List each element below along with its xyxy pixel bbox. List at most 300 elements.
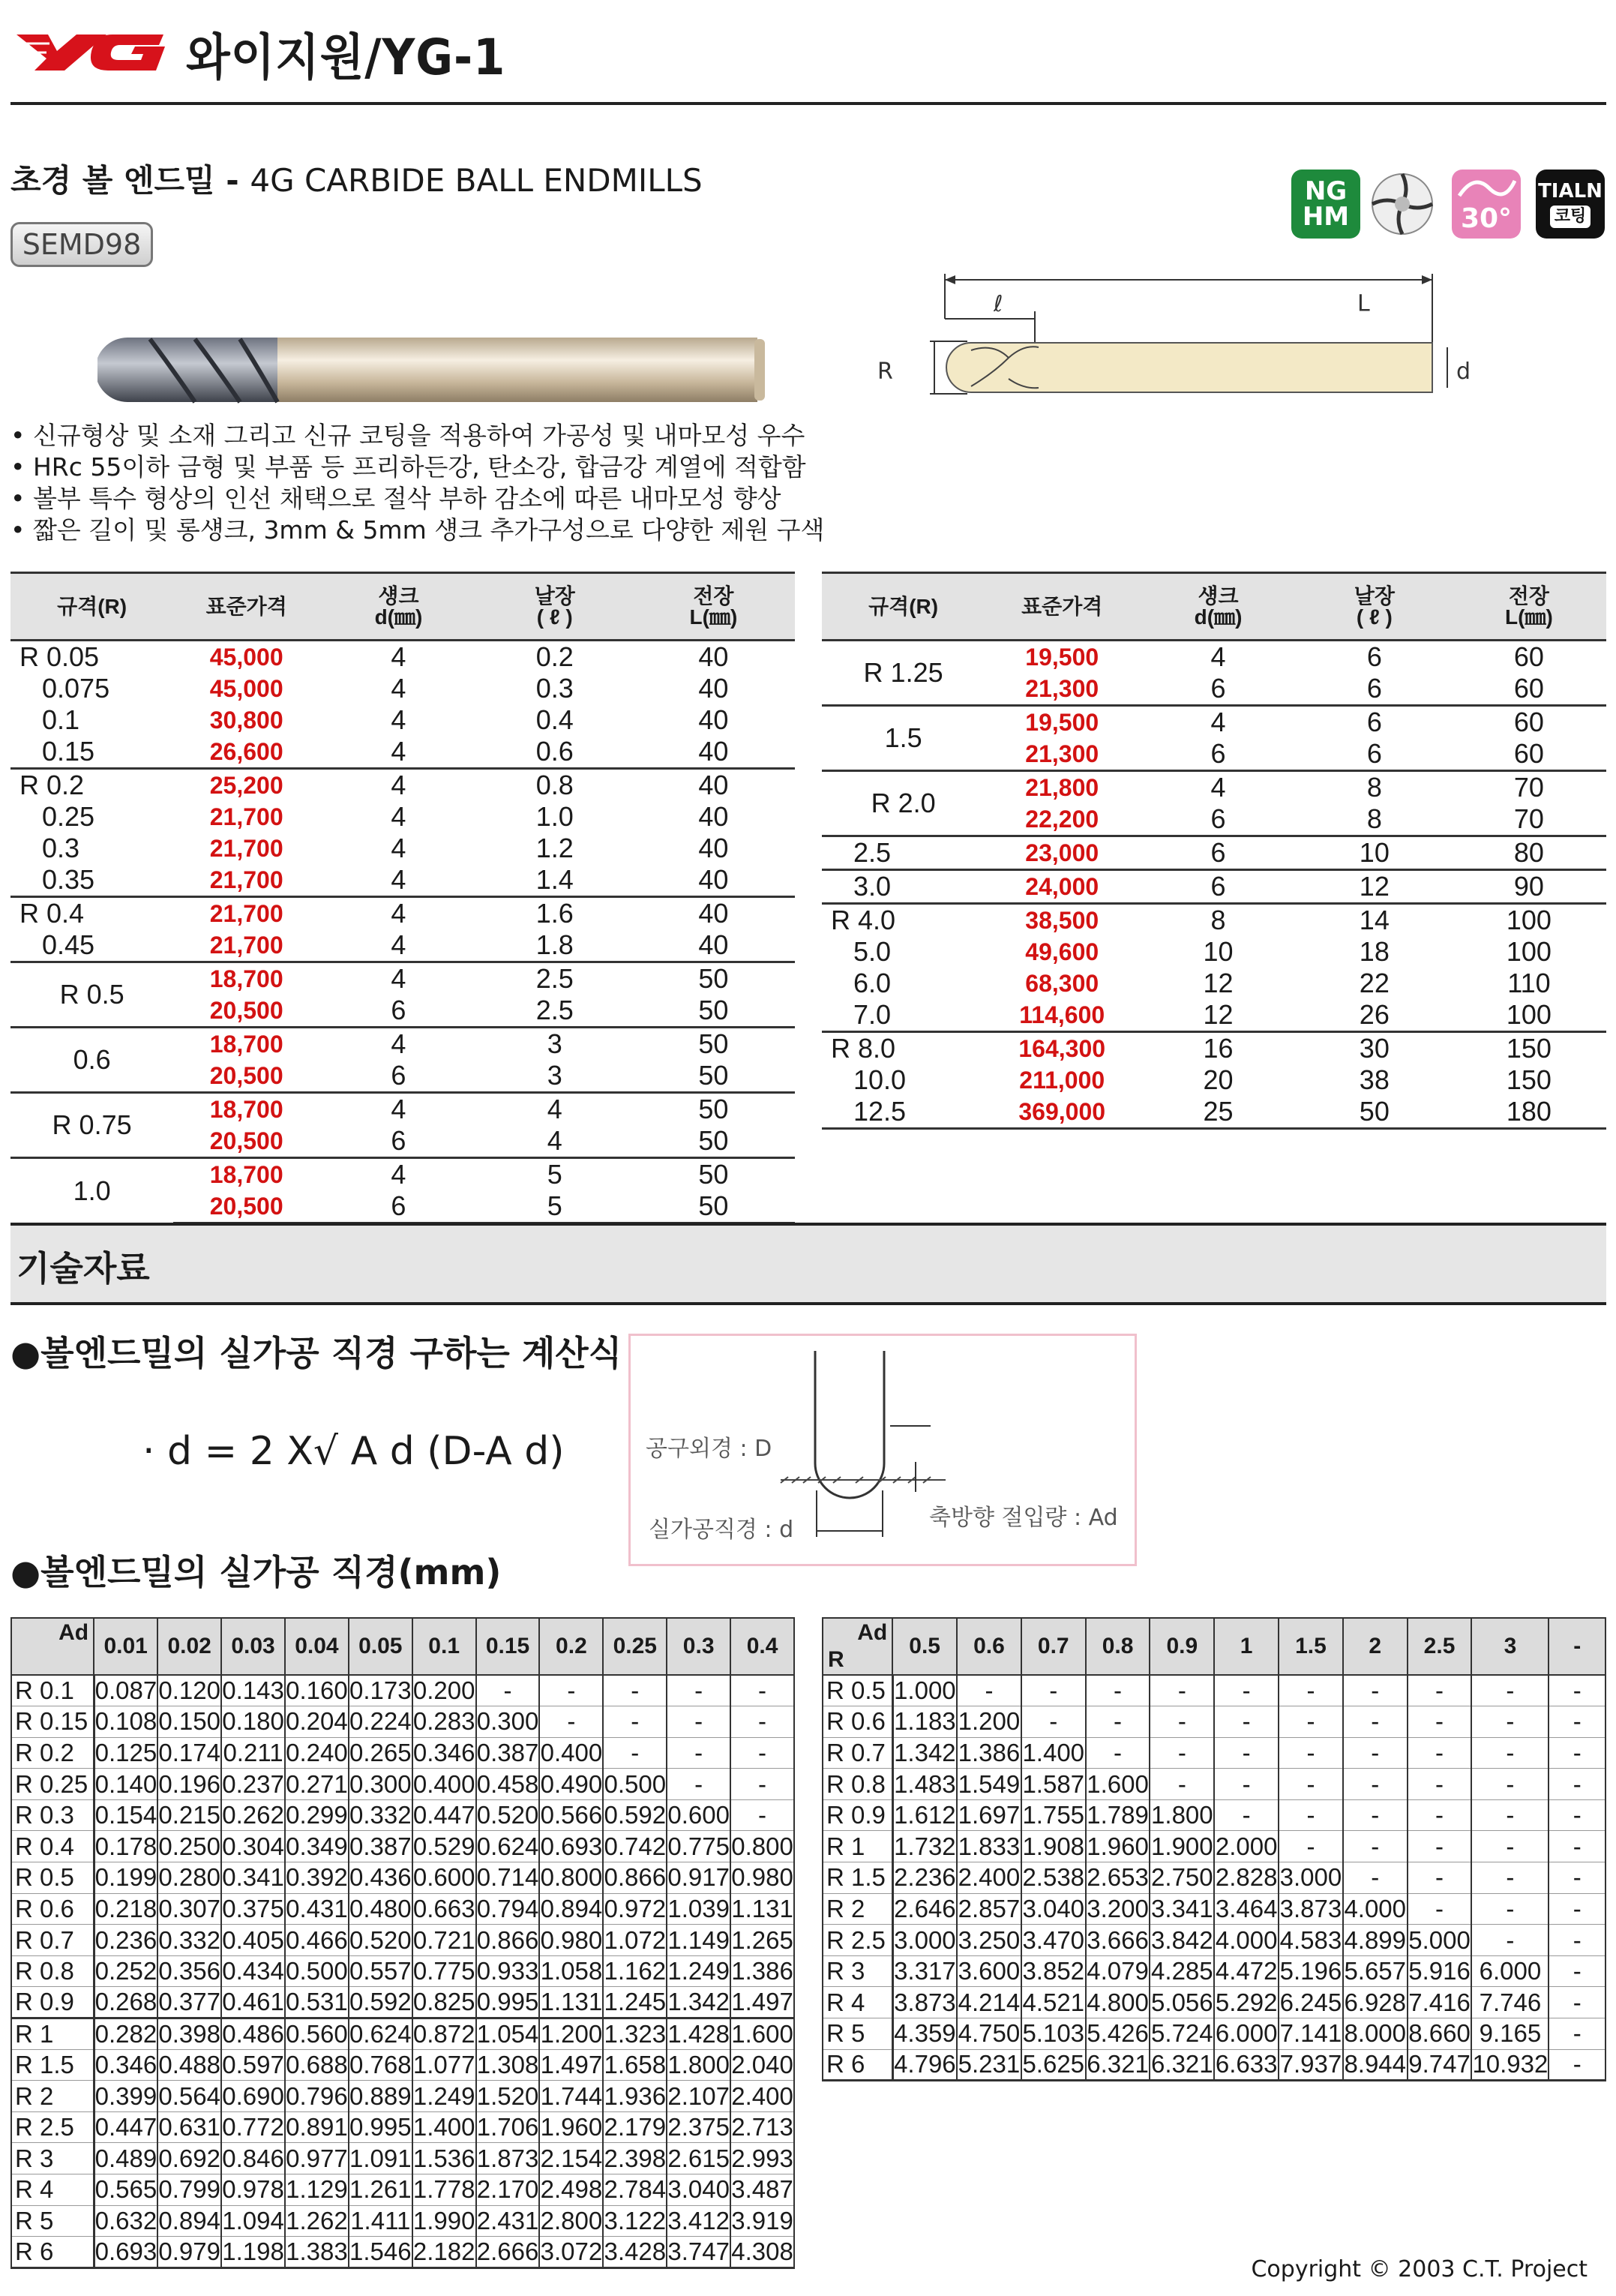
spec-price-cell: 20,500 — [173, 1190, 319, 1223]
diameter-value-cell: 2.828 — [1214, 1862, 1279, 1894]
diameter-value-cell: 1.342 — [667, 1987, 730, 2018]
diameter-value-cell: 3.919 — [730, 2205, 794, 2237]
diameter-value-cell: 0.688 — [285, 2049, 349, 2081]
spec-shank-cell: 4 — [391, 704, 406, 735]
spec-size-cell: R 0.05 — [19, 641, 100, 672]
diameter-value-cell: 4.000 — [1343, 1893, 1408, 1925]
spec-length-cell: 50 — [698, 1125, 729, 1156]
diameter-value-cell: 7.937 — [1279, 2049, 1343, 2081]
spec-length-cell: 100 — [1506, 936, 1552, 967]
spec-row — [10, 769, 795, 802]
diameter-value-cell: - — [539, 1706, 603, 1738]
diameter-col-header: 0.4 — [730, 1618, 794, 1675]
diameter-row-label: R 0.2 — [11, 1737, 94, 1769]
spec-price-cell: 19,500 — [985, 706, 1139, 739]
diameter-value-cell: 0.215 — [157, 1799, 221, 1831]
diameter-value-cell: 0.237 — [221, 1769, 285, 1800]
header-r: 규격(R) — [822, 573, 985, 641]
spec-flute-cell: 12 — [1297, 870, 1452, 904]
diameter-value-cell: 1.411 — [349, 2205, 412, 2237]
spec-shank-cell: 25 — [1139, 1096, 1297, 1129]
diameter-value-cell: 1.149 — [667, 1925, 730, 1956]
spec-length-cell: 40 — [698, 801, 729, 832]
diameter-value-cell: 1.800 — [1150, 1799, 1214, 1831]
diameter-value-cell: 0.891 — [285, 2111, 349, 2143]
spec-flute-cell: 5 — [478, 1190, 632, 1223]
diameter-value-cell: 0.300 — [349, 1769, 412, 1800]
diameter-col-header: 0.2 — [539, 1618, 603, 1675]
diameter-value-cell: 0.283 — [412, 1706, 476, 1738]
diameter-value-cell: - — [1279, 1831, 1343, 1862]
spec-shank-cell: 6 — [391, 995, 406, 1025]
diameter-value-cell: 0.894 — [539, 1893, 603, 1925]
spec-flute-cell: 22 — [1359, 968, 1390, 998]
diameter-value-cell: 0.995 — [476, 1987, 540, 2018]
spec-size-cell: 1.0 — [10, 1158, 173, 1223]
diameter-value-cell: 0.799 — [157, 2174, 221, 2206]
spec-row — [822, 936, 1606, 968]
diameter-value-cell: 1.497 — [539, 2049, 603, 2081]
diameter-value-cell: 2.784 — [603, 2174, 667, 2206]
diameter-value-cell: - — [1471, 1799, 1549, 1831]
material-badge-top: NG — [1304, 176, 1348, 206]
spec-price-cell: 164,300 — [985, 1032, 1139, 1065]
diameter-body-right — [823, 1675, 1606, 2081]
diameter-value-cell: 1.612 — [892, 1799, 957, 1831]
corner-cell: Ad R — [823, 1618, 892, 1675]
diameter-value-cell: 3.317 — [892, 1955, 957, 1987]
spec-price-cell: 211,000 — [1019, 1066, 1105, 1094]
diameter-value-cell: 0.490 — [539, 1769, 603, 1800]
diameter-value-cell: 1.483 — [892, 1769, 957, 1800]
diameter-row — [11, 1799, 794, 1831]
diameter-value-cell: 3.412 — [667, 2205, 730, 2237]
diameter-value-cell: - — [1549, 1987, 1606, 2018]
diameter-row — [11, 1706, 794, 1738]
diameter-col-header: 2 — [1343, 1618, 1408, 1675]
spec-price-cell: 20,500 — [209, 1127, 283, 1154]
spec-size-cell: 6.0 — [853, 968, 892, 998]
diameter-value-cell: 1.873 — [476, 2143, 540, 2174]
diameter-value-cell: 3.040 — [667, 2174, 730, 2206]
diameter-value-cell: - — [1471, 1737, 1549, 1769]
spec-shank-cell: 4 — [391, 801, 406, 832]
spec-length-cell: 150 — [1506, 1064, 1552, 1095]
diameter-value-cell: - — [603, 1737, 667, 1769]
diameter-value-cell: 0.488 — [157, 2049, 221, 2081]
diameter-value-cell: - — [1343, 1831, 1408, 1862]
flute-section-icon — [1368, 170, 1437, 239]
diameter-value-cell: 0.332 — [349, 1799, 412, 1831]
spec-price-cell: 45,000 — [209, 643, 283, 671]
spec-shank-cell: 16 — [1139, 1032, 1297, 1065]
diameter-value-cell: 3.487 — [730, 2174, 794, 2206]
diameter-table-heading: ●볼엔드밀의 실가공 직경(mm) — [10, 1552, 502, 1592]
diameter-row — [823, 1769, 1606, 1800]
spec-row — [10, 929, 795, 962]
spec-length-cell: 80 — [1452, 836, 1606, 870]
spec-flute-cell: 0.3 — [535, 673, 574, 704]
spec-row — [822, 904, 1606, 937]
diameter-value-cell: 1.039 — [667, 1893, 730, 1925]
diameter-value-cell: 1.789 — [1086, 1799, 1150, 1831]
diameter-value-cell: 1.520 — [476, 2081, 540, 2112]
diameter-value-cell: 0.399 — [94, 2081, 157, 2112]
diameter-value-cell: 0.211 — [221, 1737, 285, 1769]
diameter-value-cell: 5.103 — [1021, 2018, 1086, 2050]
spec-size-cell: 0.15 — [42, 736, 95, 767]
diameter-col-header: 3 — [1471, 1618, 1549, 1675]
diameter-value-cell: 4.800 — [1086, 1987, 1150, 2018]
spec-price-cell: 38,500 — [985, 904, 1139, 937]
diameter-row — [11, 2143, 794, 2174]
diameter-value-cell: 0.978 — [221, 2174, 285, 2206]
diameter-value-cell: 0.592 — [603, 1799, 667, 1831]
diameter-value-cell: - — [1549, 2049, 1606, 2081]
diameter-value-cell: 1.497 — [730, 1987, 794, 2018]
diameter-value-cell: 10.932 — [1471, 2049, 1549, 2081]
diameter-value-cell: 1.658 — [603, 2049, 667, 2081]
spec-table-left — [10, 572, 795, 1224]
diameter-value-cell: - — [1408, 1706, 1472, 1738]
diameter-value-cell: 0.346 — [94, 2049, 157, 2081]
diameter-value-cell: - — [1408, 1737, 1472, 1769]
diameter-value-cell: 1.778 — [412, 2174, 476, 2206]
diameter-value-cell: 0.624 — [476, 1831, 540, 1862]
spec-price-cell: 23,000 — [985, 836, 1139, 870]
spec-price-cell: 18,700 — [173, 1093, 319, 1126]
diameter-value-cell: 1.732 — [892, 1831, 957, 1862]
spec-price-cell: 21,800 — [985, 771, 1139, 804]
label-tool-diameter: 공구외경 : D — [646, 1436, 772, 1462]
diameter-value-cell: 0.431 — [285, 1893, 349, 1925]
diameter-value-cell: - — [1343, 1862, 1408, 1894]
diameter-value-cell: - — [667, 1706, 730, 1738]
diameter-value-cell: - — [957, 1675, 1021, 1706]
diameter-value-cell: 1.131 — [730, 1893, 794, 1925]
spec-flute-cell: 3 — [547, 1060, 562, 1091]
spec-price-cell: 21,700 — [209, 803, 283, 830]
diameter-value-cell: 1.600 — [1086, 1769, 1150, 1800]
diameter-value-cell: 1.162 — [603, 1955, 667, 1987]
spec-price-cell: 21,700 — [209, 866, 283, 893]
diameter-value-cell: - — [1471, 1706, 1549, 1738]
spec-length-cell: 60 — [1452, 706, 1606, 739]
diameter-value-cell: 1.072 — [603, 1925, 667, 1956]
spec-size-cell: 10.0 — [853, 1064, 907, 1095]
diameter-row-label: R 0.25 — [11, 1769, 94, 1800]
diameter-value-cell: 2.182 — [412, 2237, 476, 2268]
spec-flute-cell: 0.8 — [478, 769, 632, 802]
spec-shank-cell: 4 — [391, 673, 406, 704]
diameter-value-cell: 2.170 — [476, 2174, 540, 2206]
spec-price-cell: 21,700 — [209, 931, 283, 959]
spec-row — [822, 999, 1606, 1032]
yg-logo-icon — [16, 29, 166, 77]
diameter-value-cell: 2.431 — [476, 2205, 540, 2237]
diameter-row — [823, 2049, 1606, 2081]
feature-item: • 신규형상 및 소재 그리고 신규 코팅을 적용하여 가공성 및 내마모성 우수 — [10, 420, 824, 452]
diameter-col-header: 0.8 — [1086, 1618, 1150, 1675]
diameter-value-cell: 0.268 — [94, 1987, 157, 2018]
diameter-value-cell: - — [1408, 1769, 1472, 1800]
diameter-value-cell: 0.341 — [221, 1862, 285, 1894]
header-price: 표준가격 — [173, 573, 319, 641]
diameter-value-cell: 0.087 — [94, 1675, 157, 1706]
spec-length-cell: 180 — [1452, 1096, 1606, 1129]
spec-flute-cell: 2.5 — [535, 995, 574, 1025]
diameter-value-cell: 0.690 — [221, 2081, 285, 2112]
diameter-value-cell: - — [1214, 1706, 1279, 1738]
diameter-row-label: R 2 — [823, 1893, 892, 1925]
diameter-row-label: R 0.3 — [11, 1799, 94, 1831]
diameter-value-cell: 1.342 — [892, 1737, 957, 1769]
diameter-value-cell: - — [1471, 1831, 1549, 1862]
spec-length-cell: 40 — [698, 736, 729, 767]
spec-flute-cell: 8 — [1366, 803, 1382, 834]
label-axial-depth: 축방향 절입량 : Ad — [929, 1505, 1118, 1531]
diameter-value-cell: 0.405 — [221, 1925, 285, 1956]
spec-flute-cell: 6 — [1366, 738, 1382, 769]
brand-name: 와이지원/YG-1 — [186, 28, 506, 86]
diameter-value-cell: 7.141 — [1279, 2018, 1343, 2050]
diameter-row — [823, 1799, 1606, 1831]
diameter-value-cell: - — [1408, 1675, 1472, 1706]
diameter-value-cell: 3.040 — [1021, 1893, 1086, 1925]
diameter-value-cell: - — [1150, 1769, 1214, 1800]
ball-cut-diagram — [631, 1336, 1135, 1564]
diameter-value-cell: 2.179 — [603, 2111, 667, 2143]
spec-row — [822, 641, 1606, 674]
diameter-value-cell: 0.972 — [603, 1893, 667, 1925]
diameter-row-label: R 0.8 — [11, 1955, 94, 1987]
copyright: Copyright © 2003 C.T. Project — [1251, 2256, 1588, 2282]
diameter-value-cell: 0.250 — [157, 1831, 221, 1862]
diameter-value-cell: 5.292 — [1214, 1987, 1279, 2018]
diameter-value-cell: 0.436 — [349, 1862, 412, 1894]
diameter-value-cell: 2.857 — [957, 1893, 1021, 1925]
diameter-value-cell: 0.178 — [94, 1831, 157, 1862]
spec-price-cell: 20,500 — [209, 1061, 283, 1089]
diameter-row — [11, 1987, 794, 2018]
diameter-row-label: R 1 — [11, 2018, 94, 2050]
diameter-value-cell: 0.980 — [730, 1862, 794, 1894]
spec-row — [10, 1158, 795, 1191]
diameter-col-header: 0.05 — [349, 1618, 412, 1675]
spec-row — [10, 864, 795, 897]
spec-shank-cell: 4 — [1139, 706, 1297, 739]
diameter-value-cell: 0.377 — [157, 1987, 221, 2018]
diameter-value-cell: - — [1471, 1893, 1549, 1925]
diameter-value-cell: - — [603, 1706, 667, 1738]
diameter-value-cell: 0.375 — [221, 1893, 285, 1925]
diameter-value-cell: 2.400 — [730, 2081, 794, 2112]
spec-flute-cell: 0.4 — [535, 704, 574, 735]
spec-flute-cell: 6 — [1366, 641, 1382, 672]
diameter-value-cell: 4.583 — [1279, 1925, 1343, 1956]
diameter-value-cell: 5.196 — [1279, 1955, 1343, 1987]
diameter-value-cell: 4.308 — [730, 2237, 794, 2268]
diameter-value-cell: 0.800 — [539, 1862, 603, 1894]
coating-badge — [1536, 170, 1605, 239]
diameter-row-label: R 1 — [823, 1831, 892, 1862]
diameter-row-label: R 0.15 — [11, 1706, 94, 1738]
diameter-value-cell: 0.356 — [157, 1955, 221, 1987]
diameter-value-cell: 5.724 — [1150, 2018, 1214, 2050]
diameter-value-cell: 5.625 — [1021, 2049, 1086, 2081]
diameter-row-label: R 0.6 — [11, 1893, 94, 1925]
spec-flute-cell: 1.2 — [535, 833, 574, 863]
spec-shank-cell: 8 — [1139, 904, 1297, 937]
diameter-value-cell: 2.653 — [1086, 1862, 1150, 1894]
diameter-value-cell: 0.600 — [667, 1799, 730, 1831]
spec-size-cell: 7.0 — [853, 999, 892, 1030]
feature-item: • HRc 55이하 금형 및 부품 등 프리하든강, 탄소강, 합금강 계열에 적합함 — [10, 452, 824, 483]
diameter-row-label: R 3 — [11, 2143, 94, 2174]
spec-flute-cell: 50 — [1297, 1096, 1452, 1129]
diameter-value-cell: - — [1471, 1925, 1549, 1956]
diameter-value-cell: 2.713 — [730, 2111, 794, 2143]
material-badge — [1291, 170, 1360, 239]
diameter-value-cell: 2.000 — [1214, 1831, 1279, 1862]
diameter-value-cell: - — [1408, 1831, 1472, 1862]
diameter-value-cell: 1.697 — [957, 1799, 1021, 1831]
diameter-value-cell: 2.498 — [539, 2174, 603, 2206]
diameter-row — [11, 1893, 794, 1925]
spec-length-cell: 70 — [1452, 771, 1606, 804]
diameter-row-label: R 5 — [823, 2018, 892, 2050]
diameter-value-cell: 2.236 — [892, 1862, 957, 1894]
spec-price-cell: 19,500 — [1025, 643, 1099, 671]
diameter-value-cell: 1.900 — [1150, 1831, 1214, 1862]
spec-size-cell: 0.6 — [10, 1028, 173, 1093]
diameter-col-header: 0.9 — [1150, 1618, 1214, 1675]
diameter-value-cell: 0.480 — [349, 1893, 412, 1925]
spec-length-cell: 40 — [698, 673, 729, 704]
diameter-value-cell: - — [1214, 1737, 1279, 1769]
diameter-value-cell: 1.200 — [539, 2018, 603, 2050]
spec-body-left — [10, 641, 795, 1223]
diameter-value-cell: - — [1549, 1675, 1606, 1706]
diameter-value-cell: 3.470 — [1021, 1925, 1086, 1956]
diameter-value-cell: 5.426 — [1086, 2018, 1150, 2050]
spec-shank-cell: 6 — [319, 1190, 478, 1223]
spec-shank-cell: 4 — [319, 1028, 478, 1061]
spec-size-cell: 5.0 — [853, 936, 892, 967]
spec-shank-cell: 6 — [391, 1060, 406, 1091]
diameter-value-cell: 9.165 — [1471, 2018, 1549, 2050]
label-cut-diameter: 실가공직경 : d — [649, 1517, 794, 1543]
diameter-value-cell: - — [476, 1675, 540, 1706]
diameter-value-cell: 0.125 — [94, 1737, 157, 1769]
diameter-col-header: 0.02 — [157, 1618, 221, 1675]
diameter-value-cell: 1.265 — [730, 1925, 794, 1956]
diameter-row — [11, 1737, 794, 1769]
spec-shank-cell: 6 — [1210, 673, 1226, 704]
diameter-value-cell: 3.842 — [1150, 1925, 1214, 1956]
diameter-row — [11, 2237, 794, 2268]
helix-angle-badge — [1452, 170, 1521, 239]
diameter-value-cell: 0.160 — [285, 1675, 349, 1706]
diameter-value-cell: 1.400 — [412, 2111, 476, 2143]
spec-row — [822, 1096, 1606, 1129]
diameter-value-cell: 1.091 — [349, 2143, 412, 2174]
spec-length-cell: 100 — [1506, 999, 1552, 1030]
diameter-value-cell: 0.889 — [349, 2081, 412, 2112]
spec-shank-cell: 4 — [391, 736, 406, 767]
spec-shank-cell: 4 — [319, 962, 478, 995]
diameter-value-cell: 0.663 — [412, 1893, 476, 1925]
tech-section-bar — [10, 1223, 1606, 1305]
spec-flute-cell: 0.2 — [535, 641, 574, 672]
spec-flute-cell: 14 — [1297, 904, 1452, 937]
dim-l: ℓ — [994, 291, 1003, 317]
diameter-value-cell: 0.489 — [94, 2143, 157, 2174]
diameter-value-cell: 5.657 — [1343, 1955, 1408, 1987]
diameter-value-cell: 0.557 — [349, 1955, 412, 1987]
diameter-value-cell: 0.150 — [157, 1706, 221, 1738]
diameter-value-cell: 2.154 — [539, 2143, 603, 2174]
spec-size-cell: 0.45 — [42, 929, 95, 960]
spec-flute-cell: 5 — [478, 1158, 632, 1191]
diameter-value-cell: 0.458 — [476, 1769, 540, 1800]
spec-length-cell: 50 — [632, 1190, 795, 1223]
diameter-value-cell: 1.546 — [349, 2237, 412, 2268]
diameter-value-cell: 5.231 — [957, 2049, 1021, 2081]
coating-name: TIALN — [1538, 180, 1603, 203]
diameter-value-cell: 0.692 — [157, 2143, 221, 2174]
diameter-value-cell: - — [1279, 1675, 1343, 1706]
spec-shank-cell: 4 — [391, 929, 406, 960]
spec-price-cell: 22,200 — [1025, 805, 1099, 833]
spec-shank-cell: 6 — [1139, 870, 1297, 904]
diameter-value-cell: 0.218 — [94, 1893, 157, 1925]
spec-shank-cell: 4 — [1139, 771, 1297, 804]
diameter-row-label: R 0.1 — [11, 1675, 94, 1706]
spec-header-row — [822, 573, 1606, 641]
diameter-row-label: R 2 — [11, 2081, 94, 2112]
diameter-value-cell: - — [730, 1706, 794, 1738]
header-flute: 날장 ( ℓ ) — [1297, 573, 1452, 641]
diameter-value-cell: 1.000 — [892, 1675, 957, 1706]
spec-length-cell: 110 — [1507, 968, 1551, 998]
diameter-row — [823, 1987, 1606, 2018]
spec-length-cell: 50 — [698, 1060, 729, 1091]
spec-price-cell: 21,300 — [1025, 740, 1099, 767]
diameter-value-cell: 0.140 — [94, 1769, 157, 1800]
diameter-header-row — [11, 1618, 794, 1675]
diameter-value-cell: 0.977 — [285, 2143, 349, 2174]
diameter-value-cell: - — [1279, 1769, 1343, 1800]
spec-length-cell: 150 — [1452, 1032, 1606, 1065]
diameter-value-cell: - — [1408, 1799, 1472, 1831]
spec-size-cell: R 0.75 — [10, 1093, 173, 1158]
spec-length-cell: 100 — [1452, 904, 1606, 937]
diameter-value-cell: - — [1343, 1737, 1408, 1769]
diameter-value-cell: 6.321 — [1086, 2049, 1150, 2081]
diameter-value-cell: 3.122 — [603, 2205, 667, 2237]
diameter-col-header: 0.03 — [221, 1618, 285, 1675]
brand-header — [16, 15, 533, 90]
diameter-value-cell: 0.461 — [221, 1987, 285, 2018]
formula-text: · d = 2 X√ A d (D-A d) — [142, 1429, 565, 1474]
diameter-value-cell: 4.796 — [892, 2049, 957, 2081]
product-title-kr: 초경 볼 엔드밀 - — [10, 162, 250, 199]
spec-row — [10, 704, 795, 736]
corner-cell: Ad — [11, 1618, 94, 1675]
spec-shank-cell: 4 — [391, 833, 406, 863]
spec-size-cell: 3.0 — [822, 870, 985, 904]
